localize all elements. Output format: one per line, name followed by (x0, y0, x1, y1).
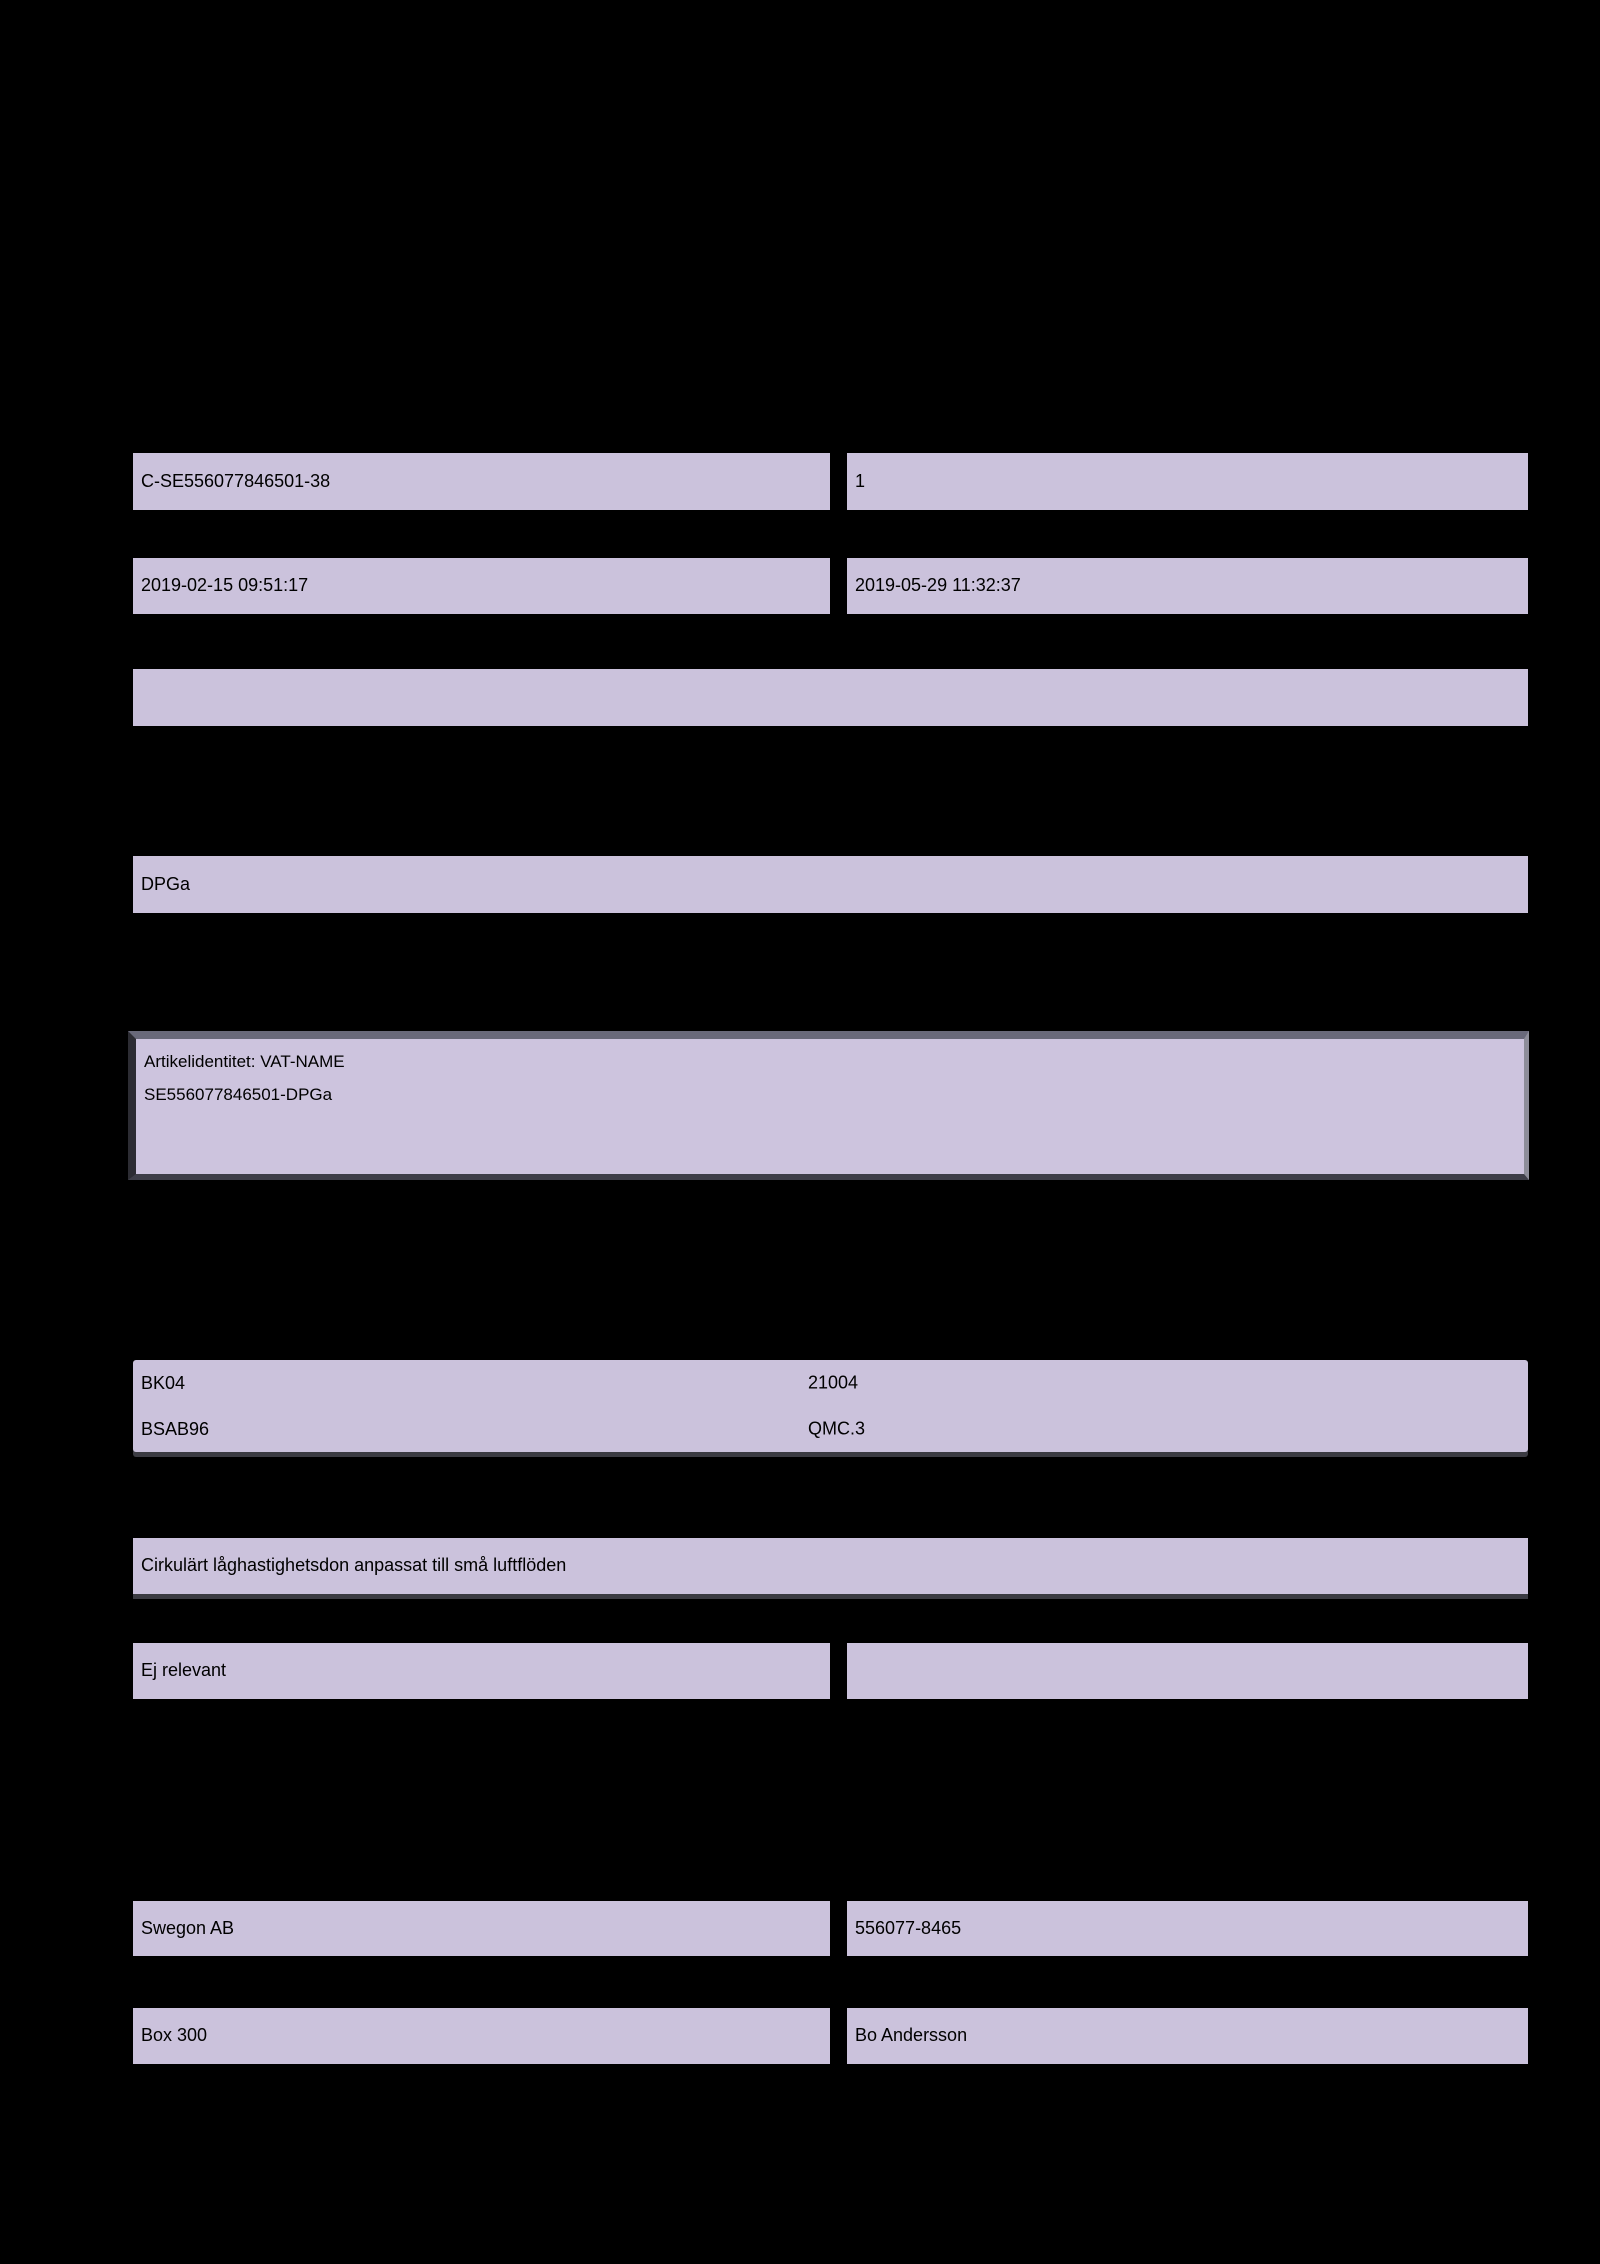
contact-person-field[interactable]: Bo Andersson (847, 2008, 1528, 2064)
bsab96-code-value: QMC.3 (808, 1418, 866, 1439)
org-number-field[interactable]: 556077-8465 (847, 1901, 1528, 1956)
bk04-system-label: BK04 (141, 1372, 186, 1393)
article-identity-line2: SE556077846501-DPGa (144, 1085, 333, 1104)
not-relevant-neighbor-field[interactable] (847, 1643, 1528, 1699)
address-field[interactable]: Box 300 (133, 2008, 830, 2064)
bk04-code-value: 21004 (808, 1372, 859, 1393)
version-field[interactable]: 1 (847, 453, 1528, 510)
empty-field[interactable] (133, 669, 1528, 726)
article-identity-line1: Artikelidentitet: VAT-NAME (144, 1052, 345, 1071)
document-number-field[interactable]: C-SE556077846501-38 (133, 453, 830, 510)
bk04-row (133, 1360, 1528, 1406)
bsab96-row (133, 1406, 1528, 1452)
product-code-field[interactable]: DPGa (133, 856, 1528, 913)
classification-box[interactable] (133, 1360, 1528, 1452)
created-datetime-field[interactable]: 2019-02-15 09:51:17 (133, 558, 830, 614)
product-description-field[interactable]: Cirkulärt låghastighetsdon anpassat till små luftflöden (133, 1538, 1528, 1594)
modified-datetime-field[interactable]: 2019-05-29 11:32:37 (847, 558, 1528, 614)
bsab96-system-label: BSAB96 (141, 1418, 210, 1439)
company-name-field[interactable]: Swegon AB (133, 1901, 830, 1956)
article-identity-textarea[interactable] (128, 1031, 1529, 1180)
not-relevant-field[interactable]: Ej relevant (133, 1643, 830, 1699)
